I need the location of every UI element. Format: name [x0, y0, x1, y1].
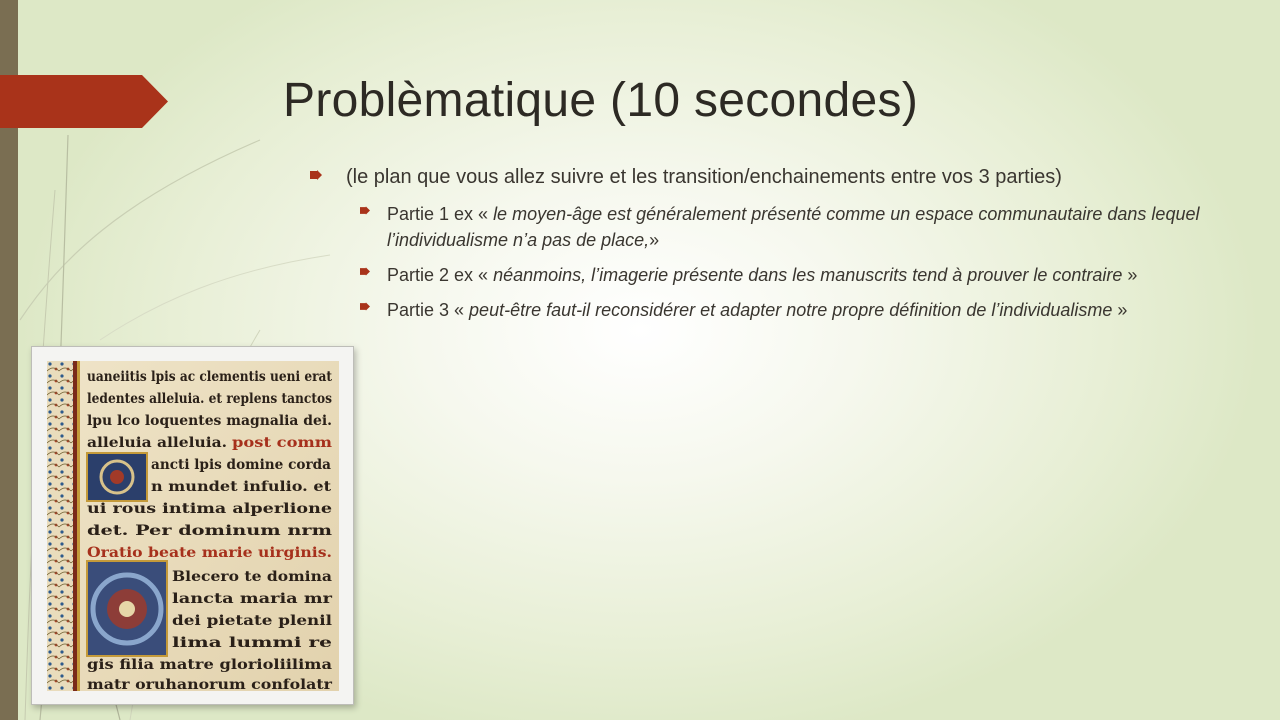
- arrow-bullet-icon: [360, 206, 370, 215]
- manuscript-line: alleluia alleluia.: [87, 435, 227, 451]
- manuscript-line: ui rous intima alperlione: [87, 501, 332, 517]
- title-arrow-shape: [0, 75, 168, 128]
- manuscript-line: uaneiitis lpis ac clementis ueni erat: [87, 369, 333, 385]
- sub-bullet-italic: le moyen-âge est généralement présenté comme un espace communautaire dans lequel l’individualisme n’a pas de place,: [387, 204, 1200, 250]
- main-bullet-text: (le plan que vous allez suivre et les transition/enchainements entre vos 3 parties): [346, 166, 1062, 188]
- manuscript-line: gis filia matre glorioliilima: [87, 657, 333, 673]
- sub-bullet-2: [360, 262, 1220, 288]
- sub-bullet-1: [360, 201, 1220, 253]
- manuscript-line: ledentes alleluia. et replens tanctos: [87, 391, 333, 407]
- manuscript-line: dei pietate plenil: [172, 613, 332, 629]
- sub-bullet-prefix: Partie 1 ex «: [387, 204, 494, 224]
- manuscript-line: n mundet infulio. et: [151, 479, 332, 495]
- arrow-bullet-icon: [360, 302, 370, 311]
- main-bullet: [310, 163, 1220, 192]
- manuscript-line: lima lummi re: [172, 635, 332, 651]
- sub-bullet-text: [387, 297, 1127, 323]
- manuscript-line: ancti lpis domine corda: [151, 457, 332, 473]
- manuscript-picture-frame: [31, 346, 354, 705]
- arrow-bullet-icon: [310, 170, 322, 180]
- sub-bullet-suffix: »: [1112, 300, 1128, 320]
- sub-bullet-italic: peut-être faut-il reconsidérer et adapter notre propre définition de l’individualisme: [469, 300, 1113, 320]
- sub-bullet-text: [387, 262, 1137, 288]
- manuscript-rubric: Oratio beate marie uirginis.: [87, 545, 332, 561]
- manuscript-rubric: post comm: [232, 435, 332, 451]
- manuscript-line: Blecero te domina: [172, 569, 333, 585]
- sub-bullet-3: [360, 297, 1220, 323]
- slide-title: Problèmatique (10 secondes): [283, 74, 919, 127]
- sub-bullet-italic: néanmoins, l’imagerie présente dans les manuscrits tend à prouver le contraire: [493, 265, 1123, 285]
- manuscript-line: matr oruhanorum confolatr: [87, 677, 334, 691]
- arrow-bullet-icon: [360, 267, 370, 276]
- sub-bullet-prefix: Partie 2 ex «: [387, 265, 494, 285]
- sub-bullet-text: [387, 201, 1220, 253]
- manuscript-line: det. Per dominum nrm: [87, 523, 332, 539]
- sub-bullet-suffix: »: [649, 230, 660, 250]
- sub-bullet-suffix: »: [1122, 265, 1138, 285]
- illuminated-manuscript-image: [47, 361, 339, 691]
- sub-bullet-prefix: Partie 3 «: [387, 300, 470, 320]
- slide-body: [310, 163, 1220, 323]
- manuscript-line: lancta maria mr: [172, 591, 334, 607]
- manuscript-line: lpu lco loquentes magnalia dei.: [87, 413, 332, 429]
